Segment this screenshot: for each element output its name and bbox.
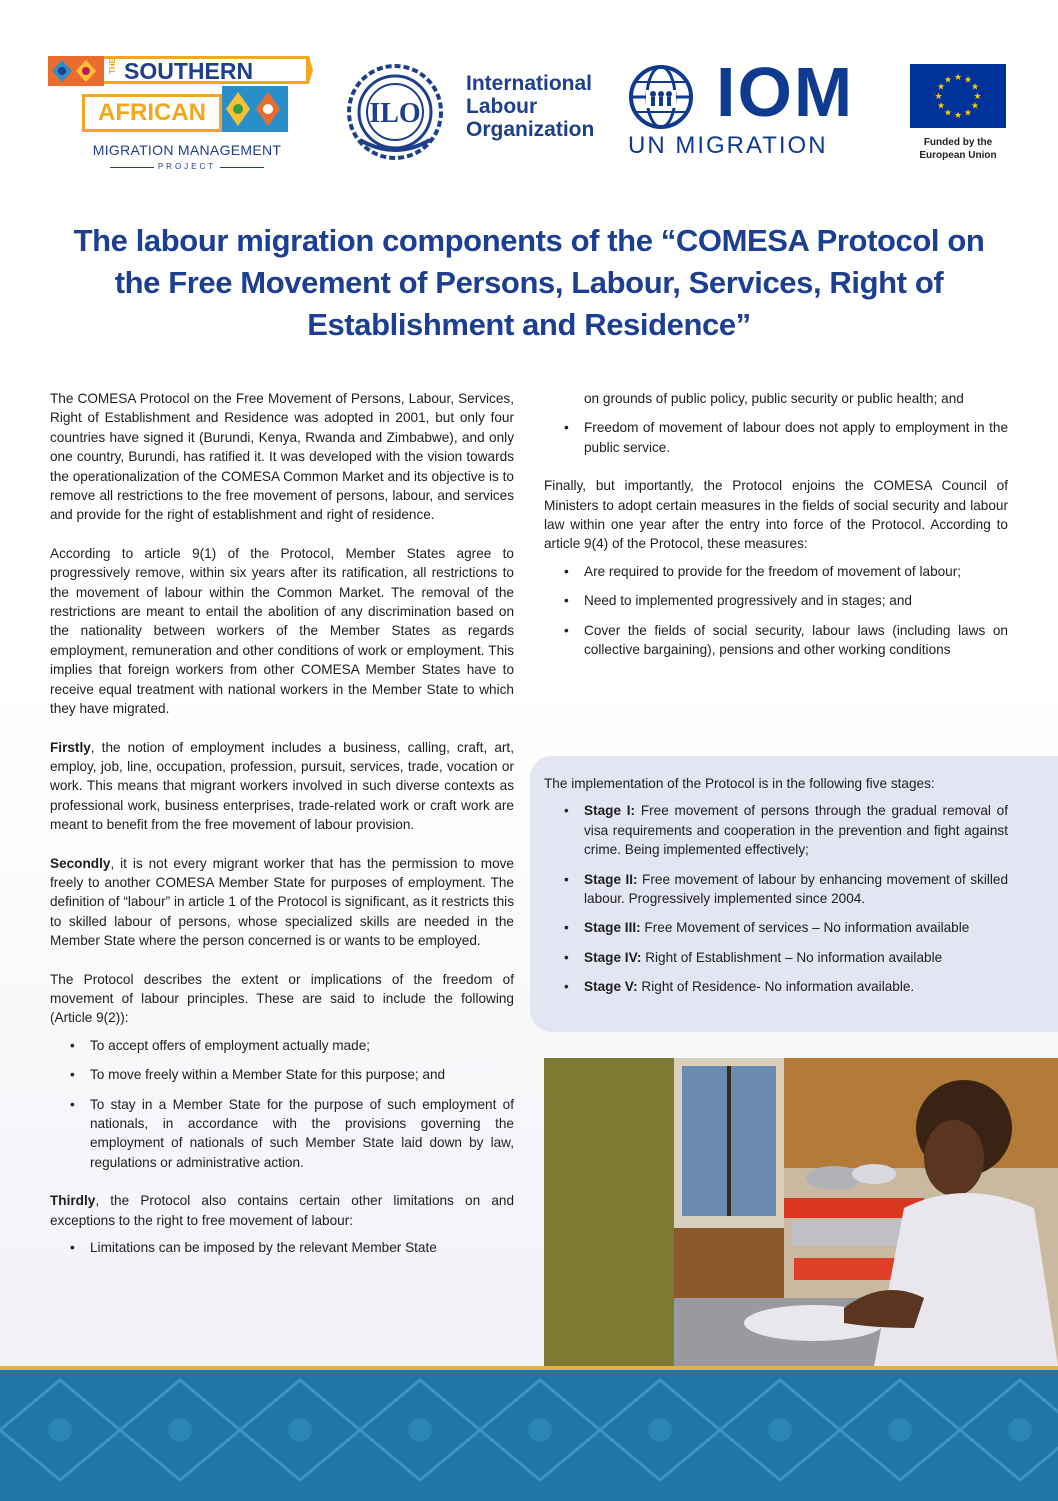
- council-measures-paragraph: Finally, but importantly, the Protocol enjoins the COMESA Council of Ministers to adopt certain measures in the fields of social security and labour law within one year after the entry into force of the Protocol. According to article 9(4) of the Protocol, these measures:: [544, 478, 1008, 552]
- list-item: • Limitations can be imposed by the relevant Member State: [50, 1238, 514, 1257]
- secondly-text: , it is not every migrant worker that has the permission to move freely to another COMESA Member State for purposes of employment. The definition of “labour” in article 1 of the Protocol is significant, as it restricts this to skilled labour of persons, whose specialized skills are needed in the Member State where the person concerned is or wants to be employed.: [50, 855, 514, 949]
- photo-illustration: [544, 1058, 1058, 1366]
- left-column: [50, 389, 514, 1276]
- freedom-principles-list: [50, 1036, 514, 1172]
- svg-text:★: ★: [973, 92, 982, 102]
- stage-label: Stage V:: [584, 979, 638, 995]
- iom-logo: [628, 53, 878, 164]
- svg-text:★: ★: [943, 75, 953, 86]
- measures-list: [544, 562, 1008, 660]
- svg-text:★: ★: [953, 73, 963, 83]
- ilo-line-2: Labour: [466, 95, 538, 118]
- stages-content: [544, 774, 1008, 1016]
- footer-pattern-band: [0, 1366, 1058, 1501]
- list-item: • Need to implemented progressively and in stages; and: [544, 591, 1008, 610]
- right-column: [544, 389, 1008, 678]
- thirdly-lead: Thirdly: [50, 1193, 96, 1209]
- stage-label: Stage I:: [584, 803, 636, 819]
- eu-caption: [910, 136, 1006, 162]
- svg-text:★: ★: [936, 82, 946, 93]
- footer-pattern-icon: [0, 1370, 1058, 1501]
- ilo-line-1: International: [466, 72, 593, 95]
- extent-paragraph: The Protocol describes the extent or implications of the freedom of movement of labour principles. These are said to include the following (Article 9(2)):: [50, 971, 514, 1026]
- svg-text:★: ★: [936, 101, 946, 112]
- list-item: • Cover the fields of social security, labour laws (including laws on collective bargaining), pensions and other working conditions: [544, 621, 1008, 660]
- firstly-text: , the notion of employment includes a business, calling, craft, art, employ, job, line, occupation, profession, pursuit, services, trade, vocation or work. This means that migrant workers involved in such diverse contexts as professional work, business enterprises, trade-related work or craft work are meant to benefit from the free movement of labour provision.: [50, 739, 514, 833]
- svg-text:★: ★: [934, 92, 943, 102]
- svg-text:★: ★: [963, 108, 973, 119]
- article-9-1-paragraph: According to article 9(1) of the Protocol, Member States agree to progressively remove, within six years after its ratification, all restrictions to the movement of labour within the Common Market. The removal of the restrictions are meant to entail the abolition of any discrimination based on the nationality between workers of the Member States as regards employment, remuneration and other conditions of work or employment. This implies that foreign workers from other COMESA Member States have to receive equal treatment with national workers in the Member State to which they have migrated.: [50, 545, 514, 717]
- stage-label: Stage II:: [584, 871, 638, 887]
- stage-text: Right of Residence- No information available.: [637, 979, 915, 995]
- sammp-word-migration-management: MIGRATION MANAGEMENT: [92, 142, 282, 158]
- stages-list: [544, 801, 1008, 996]
- limitations-list: [50, 1238, 514, 1257]
- stage-text: Free Movement of services – No information available: [640, 920, 970, 936]
- firstly-paragraph: [50, 738, 514, 835]
- iom-wordmark: IOM: [716, 53, 855, 131]
- limitations-continued: on grounds of public policy, public security or public health; and: [584, 391, 964, 406]
- stages-intro: The implementation of the Protocol is in the following five stages:: [544, 776, 935, 791]
- stage-label: Stage IV:: [584, 949, 642, 965]
- sammp-word-southern: SOUTHERN: [104, 56, 309, 84]
- stage-item: [544, 870, 1008, 909]
- public-service-list: [544, 418, 1008, 457]
- stage-text: Right of Establishment – No information available: [641, 949, 943, 965]
- ilo-wordmark: [466, 72, 606, 141]
- page-title: The labour migration components of the “COMESA Protocol on the Free Movement of Persons, Labour, Services, Right of Establishment and Residence”: [73, 223, 985, 342]
- list-item: • To stay in a Member State for the purpose of such employment of nationals, in accordance with the provisions governing the employment of nationals of such Member State laid down by law, regulations or administrative action.: [50, 1095, 514, 1173]
- svg-text:★: ★: [953, 111, 963, 121]
- eu-caption-line-1: Funded by the: [923, 137, 993, 148]
- stage-text: Free movement of labour by enhancing movement of skilled labour. Progressively implemented since 2004.: [584, 871, 1009, 907]
- stage-text: Free movement of persons through the gradual removal of visa requirements and cooperation in the prevention and fight against crime. Being implemented effectively;: [584, 803, 1008, 858]
- list-item: • Are required to provide for the freedom of movement of labour;: [544, 562, 1008, 581]
- sammp-word-the: THE: [108, 58, 117, 74]
- svg-text:★: ★: [963, 75, 973, 86]
- eu-logo: [910, 64, 1006, 164]
- secondly-lead: Secondly: [50, 855, 111, 871]
- list-item: • To accept offers of employment actually made;: [50, 1036, 514, 1055]
- firstly-lead: Firstly: [50, 739, 91, 755]
- eu-caption-line-2: European Union: [919, 150, 997, 161]
- ilo-emblem-icon: [340, 62, 450, 162]
- thirdly-paragraph: [50, 1191, 514, 1230]
- kitchen-photo: [544, 1058, 1058, 1366]
- ilo-emblem-text: ILO: [369, 98, 421, 129]
- sammp-word-project: PROJECT: [157, 162, 217, 171]
- sammp-word-african: AFRICAN: [82, 94, 222, 132]
- stage-label: Stage III:: [584, 920, 641, 936]
- svg-text:★: ★: [970, 101, 980, 112]
- thirdly-text: , the Protocol also contains certain other limitations on and exceptions to the right to free movement of labour:: [50, 1193, 514, 1228]
- secondly-paragraph: [50, 854, 514, 951]
- ilo-line-3: Organization: [466, 118, 595, 141]
- iom-globe-icon: [628, 64, 694, 130]
- intro-paragraph: The COMESA Protocol on the Free Movement of Persons, Labour, Services, Right of Establishment and Residence was adopted in 2001, but only four countries have signed it (Burundi, Kenya, Rwanda and Zimbabwe), and only one country, Burundi, has ratified it. It was developed with the vision towards the operationalization of the COMESA Common Market and its objective is to remove all restrictions to the free movement of persons, labour, and services and provide for the right of establishment and right of residence.: [50, 391, 514, 523]
- svg-text:★: ★: [970, 82, 980, 93]
- svg-text:★: ★: [943, 108, 953, 119]
- list-item: • Freedom of movement of labour does not apply to employment in the public service.: [544, 418, 1008, 457]
- stage-item: [544, 977, 1008, 996]
- iom-tagline: UN MIGRATION: [628, 132, 828, 159]
- sammp-logo: [48, 52, 313, 176]
- ilo-logo: [340, 62, 602, 162]
- stage-item: [544, 918, 1008, 937]
- eu-flag-icon: [910, 64, 1006, 128]
- stage-item: [544, 948, 1008, 967]
- list-item: • To move freely within a Member State for this purpose; and: [50, 1065, 514, 1084]
- stages-panel: [530, 756, 1058, 1032]
- stage-item: [544, 801, 1008, 859]
